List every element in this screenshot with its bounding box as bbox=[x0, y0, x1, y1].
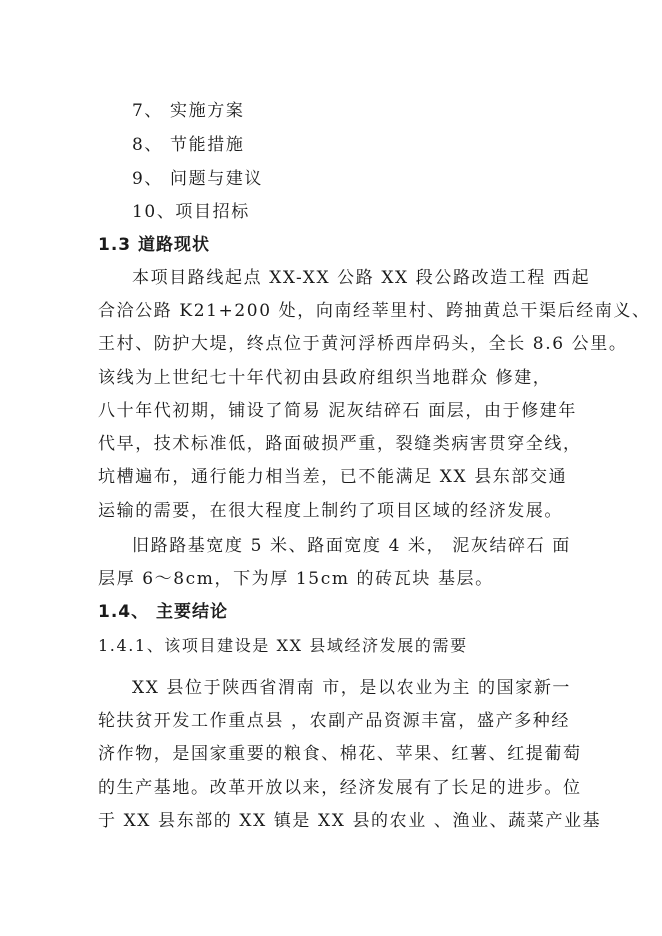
list-item-9: 9、 问题与建议 bbox=[132, 169, 264, 189]
paragraph-line: 王村、防护大堤，终点位于黄河浮桥西岸码头，全长 8.6 公里。 bbox=[98, 334, 628, 354]
paragraph-line: 运输的需要，在很大程度上制约了项目区域的经济发展。 bbox=[98, 501, 563, 521]
list-item-10: 10、项目招标 bbox=[132, 202, 250, 222]
paragraph-line: 济作物，是国家重要的粮食、棉花、苹果、红薯、红提葡萄 bbox=[98, 744, 582, 764]
list-item-7: 7、 实施方案 bbox=[132, 101, 245, 121]
paragraph-line: 于 XX 县东部的 XX 镇是 XX 县的农业 、渔业、蔬菜产业基 bbox=[98, 811, 602, 831]
paragraph-line: XX 县位于陕西省渭南 市，是以农业为主 的国家新一 bbox=[132, 678, 572, 698]
section-1-4-heading: 1.4、 主要结论 bbox=[98, 602, 229, 622]
paragraph-line: 合洽公路 K21+200 处，向南经莘里村、跨抽黄总干渠后经南义、 bbox=[98, 301, 651, 321]
section-1-3-heading: 1.3 道路现状 bbox=[98, 235, 211, 255]
paragraph-line: 旧路路基宽度 5 米、路面宽度 4 米， 泥灰结碎石 面 bbox=[132, 536, 571, 556]
list-item-8: 8、 节能措施 bbox=[132, 135, 245, 155]
paragraph-line: 层厚 6～8cm，下为厚 15cm 的砖瓦块 基层。 bbox=[98, 569, 494, 589]
paragraph-line: 该线为上世纪七十年代初由县政府组织当地群众 修建， bbox=[98, 368, 552, 388]
paragraph-line: 八十年代初期，铺设了简易 泥灰结碎石 面层，由于修建年 bbox=[98, 401, 578, 421]
paragraph-line: 坑槽遍布，通行能力相当差，已不能满足 XX 县东部交通 bbox=[98, 467, 568, 487]
paragraph-line: 轮扶贫开发工作重点县 ，农副产品资源丰富，盛产多种经 bbox=[98, 711, 571, 731]
paragraph-line: 的生产基地。改革开放以来，经济发展有了长足的进步。位 bbox=[98, 778, 582, 798]
paragraph-line: 代早，技术标准低，路面破损严重，裂缝类病害贯穿全线， bbox=[98, 434, 582, 454]
paragraph-line: 本项目路线起点 XX-XX 公路 XX 段公路改造工程 西起 bbox=[132, 268, 591, 288]
section-1-4-1-subheading: 1.4.1、该项目建设是 XX 县域经济发展的需要 bbox=[98, 636, 468, 655]
